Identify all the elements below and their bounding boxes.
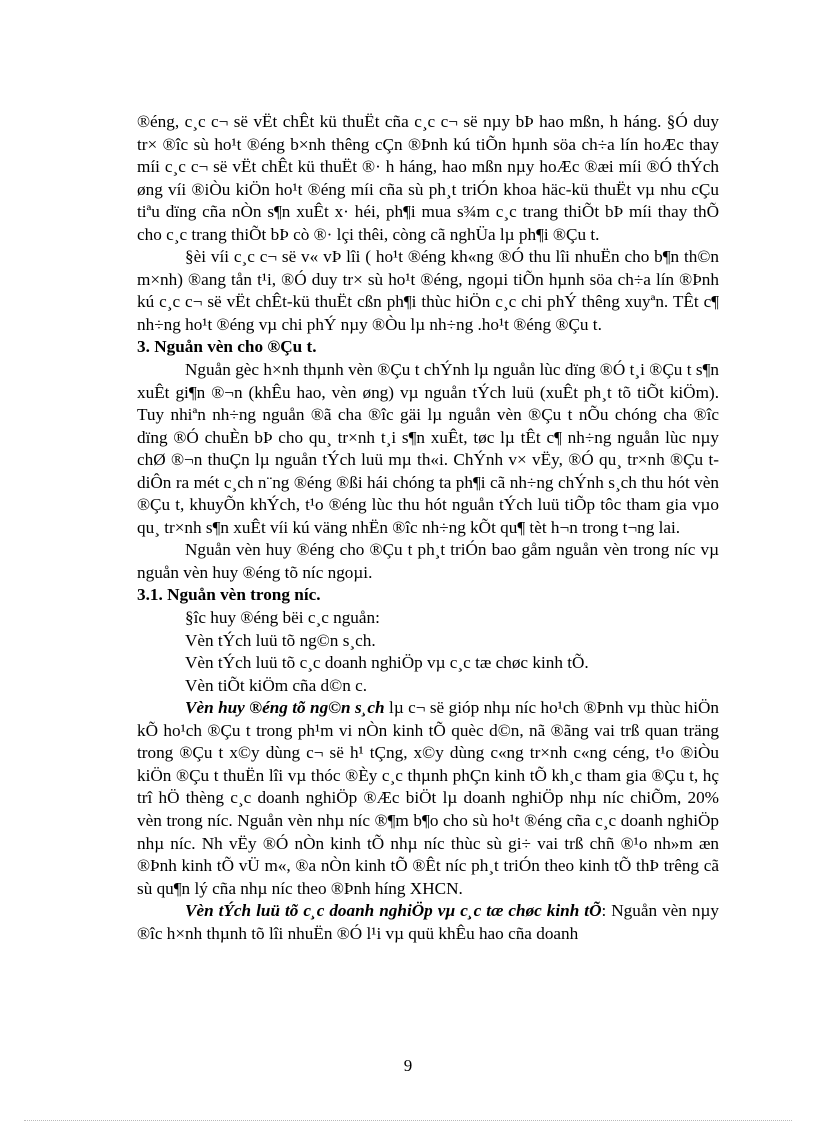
list-item: Vèn tÝch luü tõ ng©n s¸ch. bbox=[185, 630, 376, 650]
list-item: Vèn tiÕt kiÖm cña d©n c. bbox=[185, 675, 368, 695]
paragraph-5: §îc huy ®éng bëi c¸c nguån: bbox=[185, 608, 380, 628]
paragraph-7-lead: Vèn tÝch luü tõ c¸c doanh nghiÖp vµ c¸c tæ chøc kinh tÕ bbox=[185, 901, 602, 921]
paragraph-6-text: lµ c¬ së gióp nhµ níc ho¹ch ®Þnh vµ thùc hiÖn kÕ ho¹ch ®Çu t trong ph¹m vi nÒn kinh tÕ quèc d©n, nã ®ãng vai trß quan träng trong ®Çu t x©y dùng c¬ së h¹ tÇng, x©y dùng c«ng tr×nh c«ng céng, t¹o ®iÒu kiÖn ®Çu t thuËn lîi vµ thóc ®Èy c¸c thµnh phÇn kinh tÕ kh¸c tham gia ®Çu t, hç trî hÖ thèng c¸c doanh nghiÖp ®Æc biÖt lµ doanh nghiÖp nhµ níc chiÕm, 20% vèn trong níc. Nguån vèn nhµ níc ®¶m b¶o cho sù ho¹t ®éng cña c¸c doanh nghiÖp nhµ níc. Nh vËy ®Ó nÒn kinh tÕ nhµ níc thùc sù gi÷ vai trß chñ ®¹o nh»m æn ®Þnh kinh tÕ vÜ m«, ®a nÒn kinh tÕ ®Êt níc ph¸t triÓn theo kinh tÕ thÞ trêng cã sù qu¶n lý cña nhµ níc theo ®Þnh híng XHCN. bbox=[137, 698, 719, 898]
paragraph-2: §èi víi c¸c c¬ së v« vÞ lîi ( ho¹t ®éng kh«ng ®Ó thu lîi nhuËn cho b¶n th©n m×nh) ®ang tån t¹i, ®Ó duy tr× sù ho¹t ®éng, ngoµi tiÕn hµnh söa ch÷a lín ®Þnh kú c¸c c¬ së vËt chÊt-kü thuËt cßn ph¶i thùc hiÖn c¸c chi phÝ thêng xuyªn. TÊt c¶ nh÷ng ho¹t ®éng vµ chi phÝ nµy ®Òu lµ nh÷ng .ho¹t ®éng ®Çu t. bbox=[137, 247, 719, 334]
paragraph-3: Nguån gèc h×nh thµnh vèn ®Çu t chÝnh lµ nguån lùc dïng ®Ó t¸i ®Çu t s¶n xuÊt gi¶n ®¬n (khÊu hao, vèn øng) vµ nguån tÝch luü (xuÊt ph¸t tõ tiÕt kiÖm). Tuy nhiªn nh÷ng nguån ®ã cha ®îc gäi lµ nguån vèn ®Çu t nÕu chóng cha ®îc dïng ®Ó chuÈn bÞ cho qu¸ tr×nh t¸i s¶n xuÊt, tøc lµ tÊt c¶ nh÷ng nguån lùc nµy chØ ®¬n thuÇn lµ nguån tÝch luü mµ th«i. ChÝnh v× vËy, ®Ó qu¸ tr×nh ®Çu t diÔn ra mét c¸ch n¨ng ®éng ®ßi hái chóng ta ph¶i cã nh÷ng chÝnh s¸ch thu hót vèn ®Çu t, khuyÕn khÝch, t¹o ®éng lùc thu hót nguån tÝch luü tiÕp tôc tham gia vµo qu¸ tr×nh s¶n xuÊt víi kú väng nhËn ®îc nh÷ng kÕt qu¶ tèt h¬n trong t¬ng lai. bbox=[137, 360, 719, 537]
paragraph-7 bbox=[137, 900, 719, 945]
section-heading-3-1: 3.1. Nguån vèn trong níc. bbox=[137, 585, 321, 605]
paragraph-1: ®éng, c¸c c¬ së vËt chÊt kü thuËt cña c¸c c¬ së nµy bÞ hao mßn, h háng. §Ó duy tr× ®îc sù ho¹t ®éng b×nh thêng cÇn ®Þnh kú tiÕn hµnh söa ch÷a lín hoÆc thay míi c¸c c¬ së vËt chÊt kü thuËt ®· h háng, hao mßn nµy hoÆc ®æi míi ®Ó thÝch øng víi ®iÒu kiÖn ho¹t ®éng míi cña sù ph¸t triÓn khoa häc-kü thuËt vµ nhu cÇu tiªu dïng cña nÒn s¶n xuÊt x· héi, ph¶i mua s¾m c¸c trang thiÕt bÞ míi thay thÕ cho c¸c trang thiÕt bÞ cò ®· lçi thêi, còng cã nghÜa lµ ph¶i ®Çu t. bbox=[137, 112, 719, 244]
section-heading-3: 3. Nguån vèn cho ®Çu t. bbox=[137, 337, 317, 357]
page-number: 9 bbox=[403, 1056, 413, 1075]
paragraph-6 bbox=[137, 697, 719, 900]
list-item: Vèn tÝch luü tõ c¸c doanh nghiÖp vµ c¸c tæ chøc kinh tÕ. bbox=[185, 653, 589, 673]
paragraph-6-lead: Vèn huy ®éng tõ ng©n s¸ch bbox=[185, 698, 385, 718]
paragraph-4: Nguån vèn huy ®éng cho ®Çu t ph¸t triÓn bao gåm nguån vèn trong níc vµ nguån vèn huy ®éng tõ níc ngoµi. bbox=[137, 540, 719, 582]
document-body bbox=[137, 111, 719, 945]
paragraph-7-text: : Nguån vèn nµy ®îc h×nh thµnh tõ lîi nhuËn ®Ó l¹i vµ quü khÊu hao cña doanh bbox=[137, 901, 719, 943]
footer-divider bbox=[24, 1120, 792, 1121]
